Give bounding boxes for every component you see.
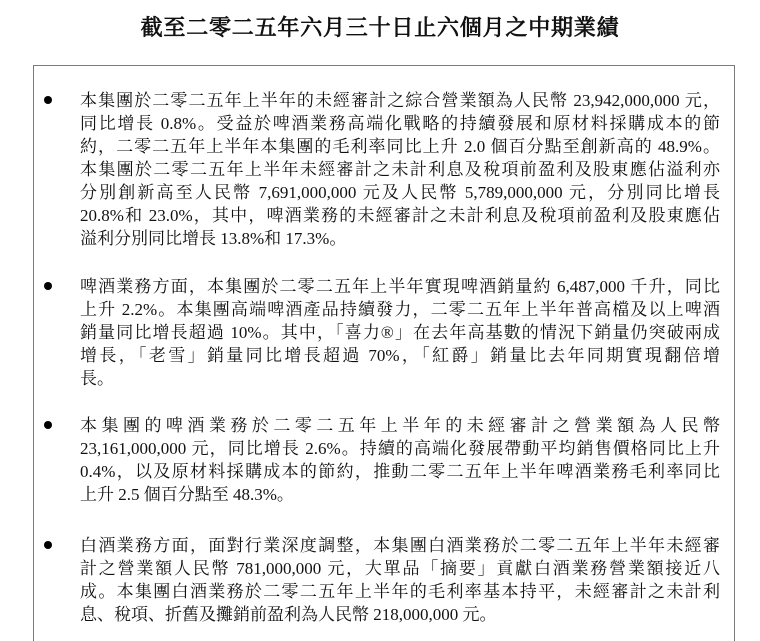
bullet-paragraph-baijiu (34, 534, 734, 626)
paragraph-line: 白酒業務方面，面對行業深度調整，本集團白酒業務於二零二五年上半年未經審 (80, 535, 720, 555)
paragraph-line: 成。本集團白酒業務於二零二五年上半年的毛利率基本持平，未經審計之未計利 (80, 581, 720, 601)
paragraph-text (80, 414, 720, 506)
bullet-paragraph-group-revenue (34, 89, 734, 250)
paragraph-line: 溢利分別同比增長 13.8%和 17.3%。 (80, 228, 347, 248)
page-title: 截至二零二五年六月三十日止六個月之中期業績 (140, 15, 620, 40)
paragraph-line: 息、稅項、折舊及攤銷前盈利為人民幣 218,000,000 元。 (80, 604, 497, 624)
bullet-icon (44, 96, 52, 104)
paragraph-line: 上升 2.5 個百分點至 48.3%。 (80, 484, 294, 504)
paragraph-line: 同比增長 0.8%。受益於啤酒業務高端化戰略的持續發展和原材料採購成本的節 (80, 113, 720, 133)
paragraph-line: 本集團的啤酒業務於二零二五年上半年的未經審計之營業額為人民幣 (80, 415, 720, 435)
paragraph-line: 計之營業額人民幣 781,000,000 元，大單品「摘要」貢獻白酒業務營業額接近八 (80, 558, 720, 578)
paragraph-line: 本集團於二零二五年上半年未經審計之未計利息及稅項前盈利及股東應佔溢利亦 (80, 159, 720, 179)
bullet-paragraph-beer-volume (34, 275, 734, 390)
bullet-paragraph-beer-revenue (34, 414, 734, 506)
paragraph-text (80, 275, 720, 390)
paragraph-line: 20.8%和 23.0%，其中，啤酒業務的未經審計之未計利息及稅項前盈利及股東應佔 (80, 205, 720, 225)
paragraph-line: 上升 2.2%。本集團高端啤酒產品持續發力，二零二五年上半年普高檔及以上啤酒 (80, 299, 720, 319)
bullet-icon (44, 541, 52, 549)
results-box (33, 65, 735, 641)
paragraph-line: 啤酒業務方面，本集團於二零二五年上半年實現啤酒銷量約 6,487,000 千升，同比 (80, 276, 720, 296)
paragraph-line: 增長，「老雪」銷量同比增長超過 70%，「紅爵」銷量比去年同期實現翻倍增 (80, 345, 720, 365)
paragraph-line: 23,161,000,000 元，同比增長 2.6%。持續的高端化發展帶動平均銷售價格同比上升 (80, 438, 720, 458)
paragraph-line: 分別創新高至人民幣 7,691,000,000 元及人民幣 5,789,000,000 元，分別同比增長 (80, 182, 720, 202)
paragraph-line: 約，二零二五年上半年本集團的毛利率同比上升 2.0 個百分點至創新高的 48.9%。 (80, 136, 720, 156)
paragraph-line: 本集團於二零二五年上半年的未經審計之綜合營業額為人民幣 23,942,000,000 元， (80, 90, 720, 110)
paragraph-line: 長。 (80, 368, 114, 388)
paragraph-text (80, 534, 720, 626)
paragraph-line: 銷量同比增長超過 10%。其中，「喜力®」在去年高基數的情況下銷量仍突破兩成 (80, 322, 720, 342)
bullet-icon (44, 282, 52, 290)
paragraph-text (80, 89, 720, 250)
bullet-icon (44, 421, 52, 429)
paragraph-line: 0.4%，以及原材料採購成本的節約，推動二零二五年上半年啤酒業務毛利率同比 (80, 461, 720, 481)
